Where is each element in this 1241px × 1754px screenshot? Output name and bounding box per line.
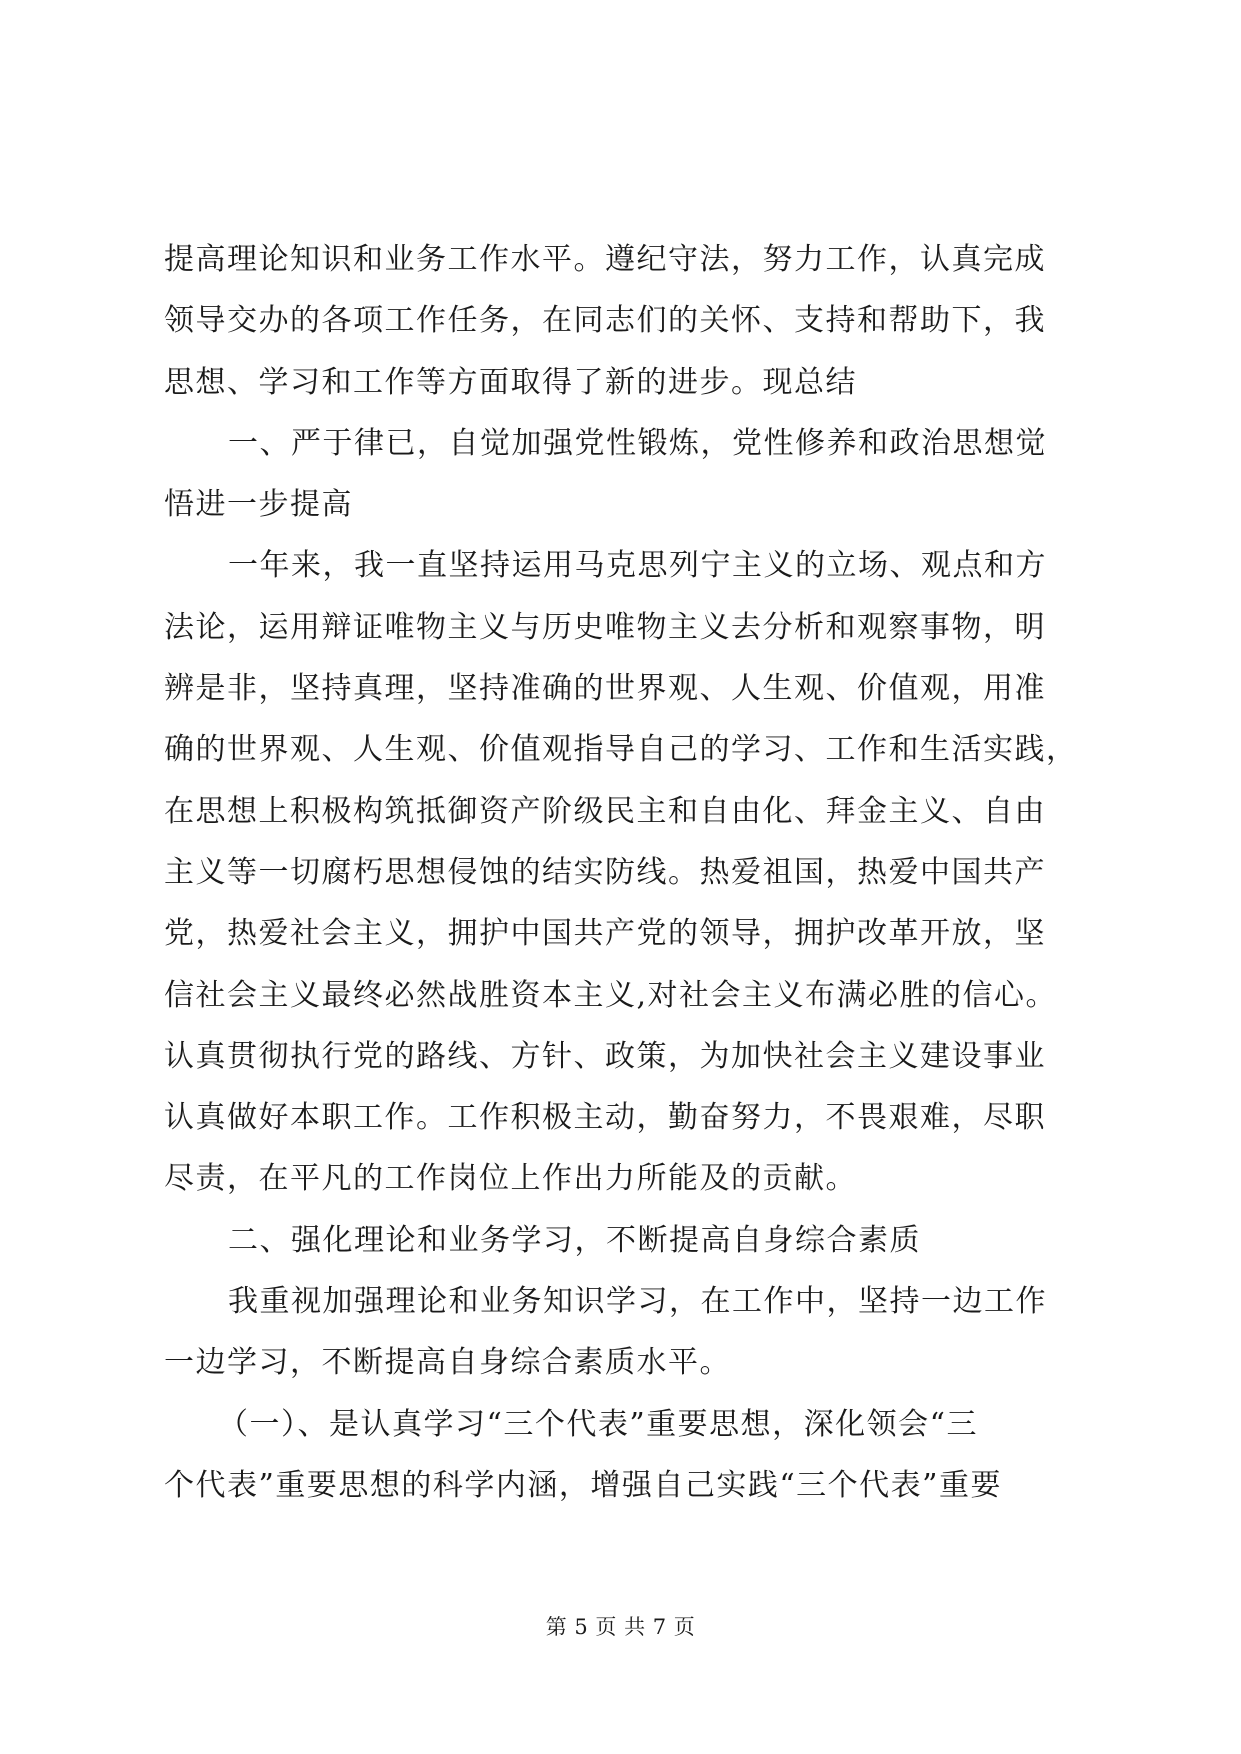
text-line: 个代表”重要思想的科学内涵，增强自己实践“三个代表”重要 [164, 1467, 1003, 1503]
text-line: 认真做好本职工作。工作积极主动，勤奋努力，不畏艰难，尽职 [164, 1100, 1046, 1136]
text-line: 主义等一切腐朽思想侵蚀的结实防线。热爱祖国，热爱中国共产 [164, 854, 1046, 890]
text-line: 尽责，在平凡的工作岗位上作出力所能及的贡献。 [164, 1161, 857, 1197]
text-line: 思想、学习和工作等方面取得了新的进步。现总结 [164, 364, 857, 400]
subsection-heading-1: （一）、是认真学习“三个代表”重要思想，深化领会“三 [218, 1406, 979, 1442]
page-footer: 第 5 页 共 7 页 [545, 1615, 696, 1639]
text-line: 辨是非，坚持真理，坚持准确的世界观、人生观、价值观，用准 [164, 671, 1046, 707]
section-heading-1-cont: 悟进一步提高 [164, 487, 353, 523]
text-line: 确的世界观、人生观、价值观指导自己的学习、工作和生活实践， [164, 732, 1078, 768]
text-line: 在思想上积极构筑抵御资产阶级民主和自由化、拜金主义、自由 [164, 793, 1046, 829]
text-line: 认真贯彻执行党的路线、方针、政策，为加快社会主义建设事业 [164, 1038, 1046, 1074]
text-line: 提高理论知识和业务工作水平。遵纪守法，努力工作，认真完成 [164, 242, 1046, 277]
text-line: 法论，运用辩证唯物主义与历史唯物主义去分析和观察事物，明 [164, 609, 1046, 645]
text-line: 领导交办的各项工作任务，在同志们的关怀、支持和帮助下，我 [164, 303, 1046, 339]
text-line: 一年来，我一直坚持运用马克思列宁主义的立场、观点和方 [228, 548, 1047, 584]
text-line: 一边学习，不断提高自身综合素质水平。 [164, 1345, 731, 1381]
text-line: 信社会主义最终必然战胜资本主义,对社会主义布满必胜的信心。 [164, 977, 1058, 1013]
section-heading-2: 二、强化理论和业务学习，不断提高自身综合素质 [228, 1222, 921, 1258]
text-line: 我重视加强理论和业务知识学习，在工作中，坚持一边工作 [228, 1284, 1047, 1320]
body-text [164, 229, 1084, 1516]
section-heading-1: 一、严于律已，自觉加强党性锻炼，党性修养和政治思想觉 [228, 425, 1047, 461]
text-line: 党，热爱社会主义，拥护中国共产党的领导，拥护改革开放，坚 [164, 916, 1046, 952]
